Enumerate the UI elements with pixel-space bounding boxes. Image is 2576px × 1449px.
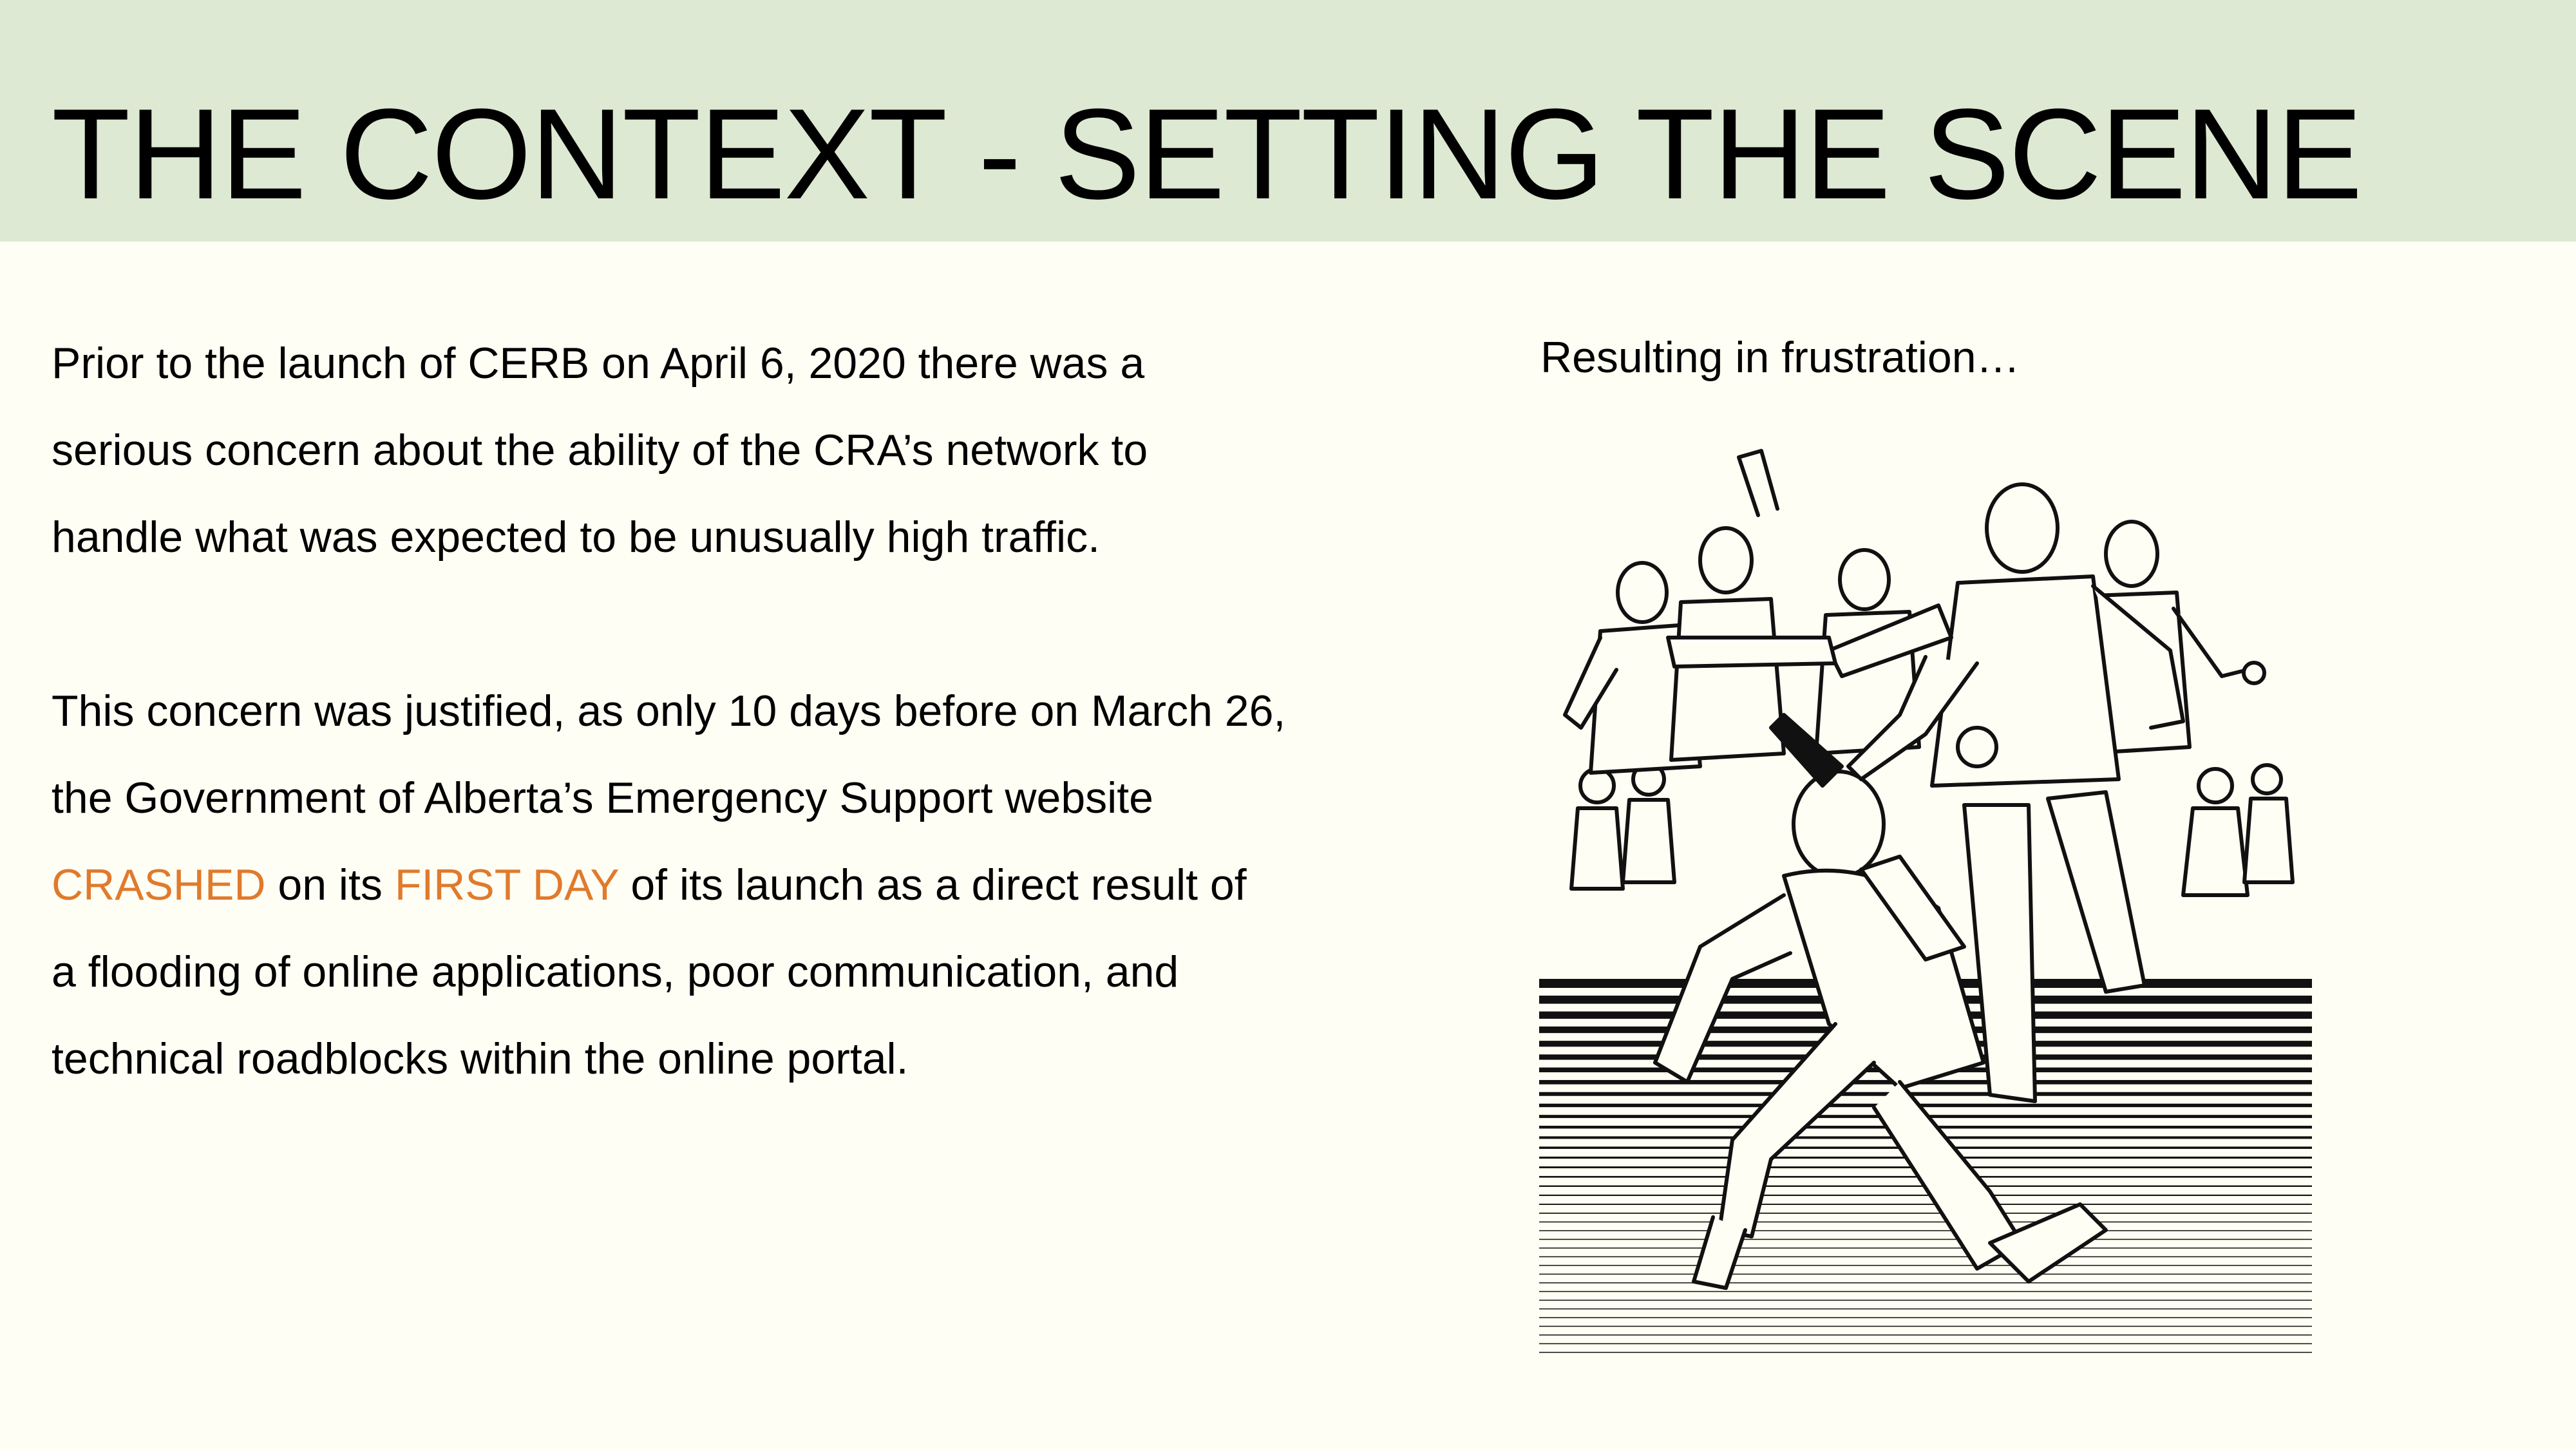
crowd-of-running-men-illustration [1539, 444, 2331, 1365]
floor-stripe [1539, 1274, 2312, 1275]
floor-stripe [1539, 1230, 2312, 1231]
paragraph-2-line-2: the Government of Alberta’s Emergency Support website [52, 773, 1153, 822]
floor-stripe [1539, 1092, 2312, 1096]
crashed-highlight: CRASHED [52, 860, 266, 909]
floor-stripe [1539, 1247, 2312, 1249]
paragraph-1-line-3: handle what was expected to be unusually high traffic. [52, 513, 1101, 562]
floor-stripe [1539, 1352, 2312, 1353]
slide-title: THE CONTEXT - SETTING THE SCENE [52, 82, 2362, 226]
floor-stripe [1539, 1265, 2312, 1266]
line-3-mid-text: on its [265, 860, 395, 909]
floor-stripe [1539, 1239, 2312, 1240]
floor-stripe [1539, 1213, 2312, 1214]
floor-stripe [1539, 1309, 2312, 1310]
floor-stripe [1539, 1256, 2312, 1258]
floor-stripe [1539, 1104, 2312, 1107]
floor-stripe [1539, 1222, 2312, 1223]
paragraph-1-line-2: serious concern about the ability of the CRA’s network to [52, 426, 1148, 475]
floor-stripe [1539, 1291, 2312, 1293]
paragraph-2-line-1: This concern was justified, as only 10 days before on March 26, [52, 687, 1286, 735]
paragraph-2-line-5: technical roadblocks within the online portal. [52, 1034, 909, 1083]
illustration-graphic [1539, 444, 2331, 1365]
first-day-highlight: FIRST DAY [394, 860, 619, 909]
side-caption: Resulting in frustration… [1540, 333, 2020, 382]
body-text [52, 320, 1436, 1103]
paragraph-spacer [52, 581, 1436, 668]
floor-stripe [1539, 1334, 2312, 1336]
floor-stripe [1539, 1343, 2312, 1345]
floor-stripe [1539, 1282, 2312, 1283]
paragraph-2-line-3 [52, 842, 1436, 929]
floor-stripe [1539, 1317, 2312, 1318]
floor-stripe [1539, 1204, 2312, 1205]
line-3-end-text: of its launch as a direct result of [618, 860, 1247, 909]
floor-stripe [1539, 1195, 2312, 1196]
paragraph-1-line-1: Prior to the launch of CERB on April 6, 2020 there was a [52, 339, 1145, 388]
paragraph-2-line-4: a flooding of online applications, poor communication, and [52, 947, 1179, 996]
floor-stripe [1539, 1326, 2312, 1327]
floor-stripe [1539, 1300, 2312, 1301]
